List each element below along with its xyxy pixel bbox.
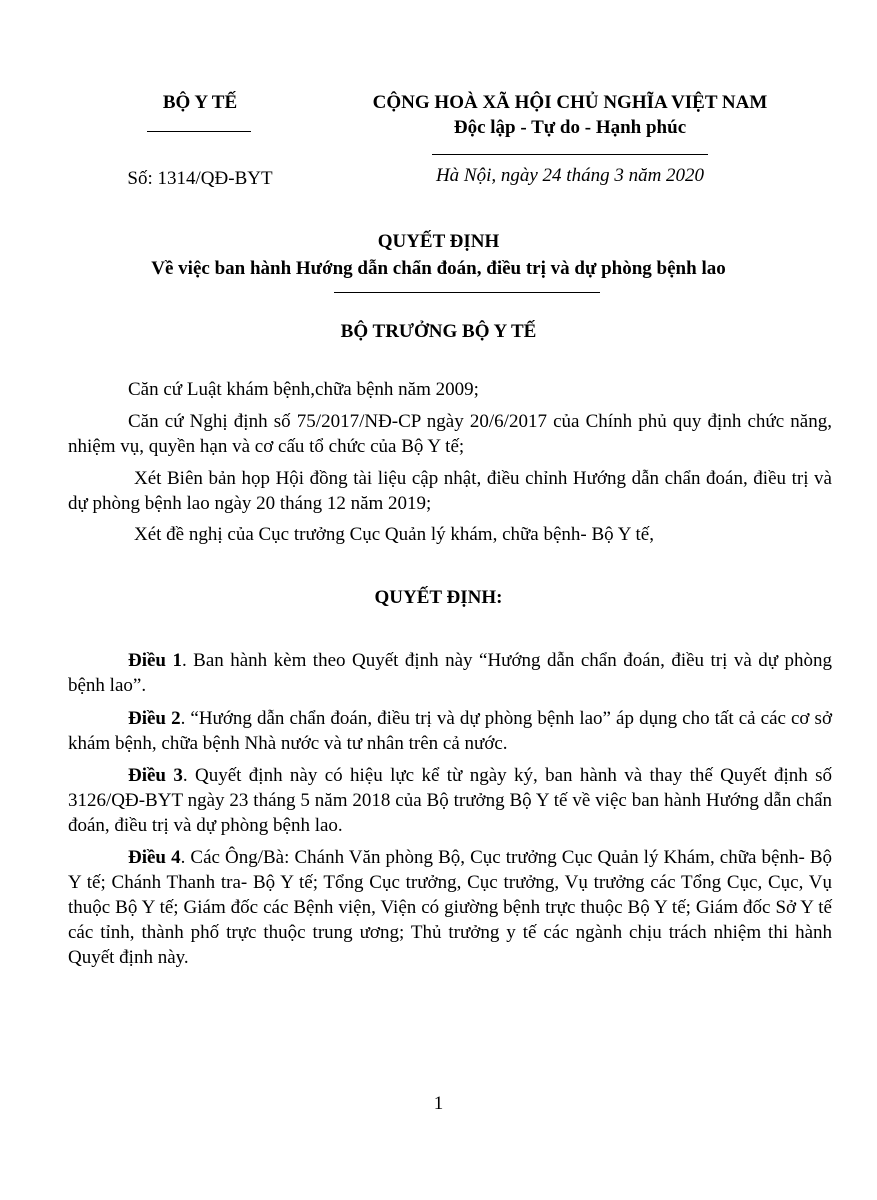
article-text: . Ban hành kèm theo Quyết định này “Hướng dẫn chẩn đoán, điều trị và dự phòng bệnh lao”. xyxy=(68,650,833,696)
national-title: CỘNG HOÀ XÃ HỘI CHỦ NGHĨA VIỆT NAM xyxy=(372,92,768,113)
issuing-organization: BỘ Y TẾ xyxy=(162,92,238,113)
document-title: QUYẾT ĐỊNH xyxy=(377,231,500,252)
article-label: Điều 2 xyxy=(128,708,181,729)
national-motto: Độc lập - Tự do - Hạnh phúc xyxy=(453,117,687,138)
article-label: Điều 3 xyxy=(128,765,183,786)
article-paragraph xyxy=(68,648,832,698)
article-paragraph xyxy=(68,763,832,838)
article-text: . “Hướng dẫn chẩn đoán, điều trị và dự phòng bệnh lao” áp dụng cho tất cả các cơ sở khám bệnh, chữa bệnh Nhà nước và tư nhân trên cả nước. xyxy=(68,708,832,754)
place-and-date: Hà Nội, ngày 24 tháng 3 năm 2020 xyxy=(435,165,705,186)
preamble-paragraph: Căn cứ Luật khám bệnh,chữa bệnh năm 2009; xyxy=(128,379,479,400)
preamble-paragraph: Căn cứ Nghị định số 75/2017/NĐ-CP ngày 20/6/2017 của Chính phủ quy định chức năng, nhiệm vụ, quyền hạn và cơ cấu tổ chức của Bộ Y tế; xyxy=(68,411,832,457)
issuing-authority: BỘ TRƯỞNG BỘ Y TẾ xyxy=(340,321,537,342)
page-number: 1 xyxy=(433,1093,444,1114)
article-text: . Các Ông/Bà: Chánh Văn phòng Bộ, Cục trưởng Cục Quản lý Khám, chữa bệnh- Bộ Y tế; Chánh Thanh tra- Bộ Y tế; Tổng Cục trưởng, Cục trưởng, Vụ trưởng các Tổng Cục, Cục, Vụ thuộc Bộ Y tế; Giám đốc các Bệnh viện, Viện có giường bệnh trực thuộc Bộ Y tế; Giám đốc Sở Y tế các tỉnh, thành phố trực thuộc trung ương; Thủ trưởng y tế các ngành chịu trách nhiệm thi hành Quyết định này. xyxy=(68,847,833,968)
document-subject: Về việc ban hành Hướng dẫn chẩn đoán, điều trị và dự phòng bệnh lao xyxy=(151,258,726,279)
decision-heading: QUYẾT ĐỊNH: xyxy=(374,587,503,608)
preamble-paragraph: Xét Biên bản họp Hội đồng tài liệu cập nhật, điều chỉnh Hướng dẫn chẩn đoán, điều trị và dự phòng bệnh lao ngày 20 tháng 12 năm 2019; xyxy=(68,468,832,514)
document-number: Số: 1314/QĐ-BYT xyxy=(127,168,273,189)
preamble-paragraph: Xét đề nghị của Cục trưởng Cục Quản lý khám, chữa bệnh- Bộ Y tế, xyxy=(134,524,654,545)
organization-underline xyxy=(147,131,251,132)
article-label: Điều 1 xyxy=(128,650,182,671)
subject-underline xyxy=(334,292,600,293)
article-paragraph xyxy=(68,845,832,970)
article-label: Điều 4 xyxy=(128,847,181,868)
article-paragraph xyxy=(68,706,832,756)
article-text: . Quyết định này có hiệu lực kể từ ngày ký, ban hành và thay thế Quyết định số 3126/QĐ-BYT ngày 23 tháng 5 năm 2018 của Bộ trưởng Bộ Y tế về việc ban hành Hướng dẫn chẩn đoán, điều trị và dự phòng bệnh lao. xyxy=(68,765,833,836)
motto-underline xyxy=(432,154,708,155)
